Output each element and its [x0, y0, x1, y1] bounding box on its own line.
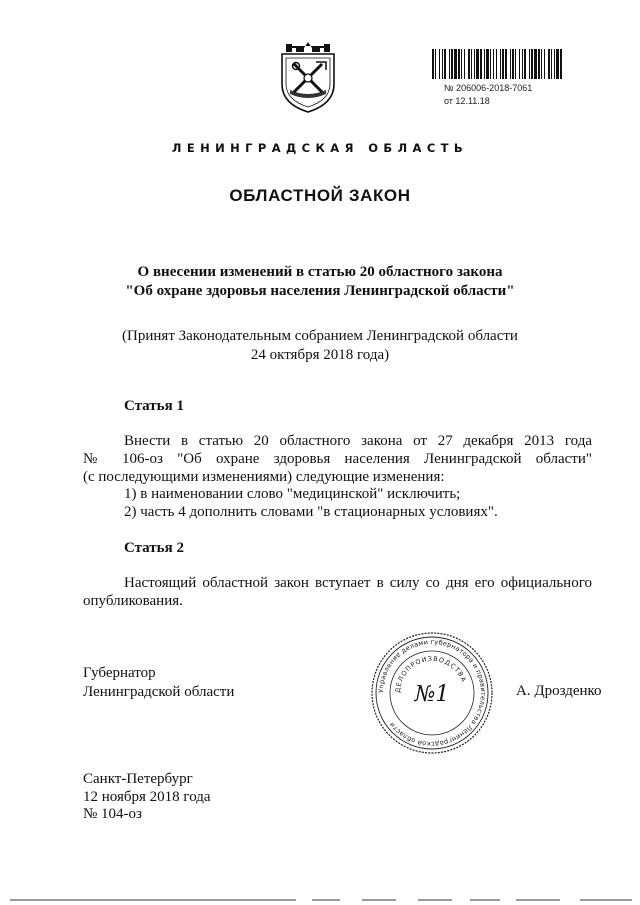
barcode-bar: [529, 49, 530, 79]
barcode: [432, 49, 562, 79]
barcode-bar: [476, 49, 479, 79]
barcode-bar: [458, 49, 460, 79]
barcode-bar: [548, 49, 550, 79]
signatory-title-line: Губернатор: [83, 665, 156, 681]
barcode-bar: [449, 49, 450, 79]
region-name: ЛЕНИНГРАДСКАЯ ОБЛАСТЬ: [171, 141, 469, 155]
adoption-note: [0, 327, 640, 365]
barcode-bar: [538, 49, 540, 79]
barcode-bar: [474, 49, 475, 79]
barcode-bar: [454, 49, 457, 79]
seal-ring-text: Управление делами губернатора и правительства Ленинградской области: [376, 637, 488, 749]
adoption-line: (Принят Законодательным собранием Ленинградской области: [122, 328, 518, 344]
signatory-title: [83, 664, 234, 702]
barcode-bar: [551, 49, 552, 79]
place-city: Санкт-Петербург: [83, 771, 193, 787]
barcode-bar: [439, 49, 440, 79]
article-1-item: 1) в наименовании слово "медицинской" исключить;: [124, 486, 461, 502]
article-1-text-line: № 106-оз "Об охране здоровья населения Ленинградской области": [83, 451, 592, 467]
barcode-bar: [432, 49, 434, 79]
seal-number: №1: [414, 682, 450, 707]
barcode-bar: [519, 49, 520, 79]
barcode-bar: [502, 49, 504, 79]
law-title: [0, 263, 640, 301]
law-number: № 104-оз: [83, 806, 142, 822]
seal-inner-text: ДЕЛОПРОИЗВОДСТВА: [393, 654, 469, 694]
barcode-bar: [496, 49, 497, 79]
barcode-bar: [560, 49, 562, 79]
barcode-bar: [556, 49, 559, 79]
barcode-bar: [484, 49, 485, 79]
barcode-bar: [480, 49, 482, 79]
place-and-date-block: [83, 771, 211, 824]
adoption-line: 24 октября 2018 года): [250, 347, 390, 363]
registration-date: от 12.11.18: [444, 96, 490, 106]
official-seal: [370, 631, 494, 755]
article-2-heading: Статья 2: [124, 540, 184, 556]
barcode-bar: [505, 49, 507, 79]
barcode-bar: [464, 49, 465, 79]
law-type: ОБЛАСТНОЙ ЗАКОН: [229, 186, 411, 205]
barcode-bar: [444, 49, 446, 79]
barcode-bar: [461, 49, 462, 79]
article-1-text-line: (с последующими изменениями) следующие изменения:: [83, 469, 445, 485]
barcode-bar: [512, 49, 514, 79]
barcode-bar: [493, 49, 494, 79]
page-footer-lines: [0, 895, 640, 905]
article-1-item: 2) часть 4 дополнить словами "в стационарных условиях".: [124, 504, 498, 520]
registration-number: № 206006-2018-7061: [444, 83, 533, 93]
signatory-title-line: Ленинградской области: [83, 684, 235, 700]
barcode-bar: [541, 49, 542, 79]
barcode-bar: [486, 49, 489, 79]
barcode-bar: [515, 49, 516, 79]
barcode-bar: [435, 49, 436, 79]
barcode-bar: [534, 49, 537, 79]
barcode-bar: [468, 49, 470, 79]
barcode-bar: [451, 49, 453, 79]
coat-of-arms-icon: [276, 40, 340, 114]
law-title-line: "Об охране здоровья населения Ленинградской области": [125, 283, 515, 299]
barcode-bar: [544, 49, 545, 79]
article-1-text-line: Внести в статью 20 областного закона от 27 декабря 2013 года: [124, 433, 592, 449]
law-title-line: О внесении изменений в статью 20 областного закона: [137, 264, 503, 280]
article-2-text-line: опубликования.: [83, 593, 183, 609]
barcode-bar: [442, 49, 443, 79]
barcode-bar: [471, 49, 472, 79]
barcode-bar: [500, 49, 501, 79]
barcode-bar: [510, 49, 511, 79]
signing-date: 12 ноября 2018 года: [83, 788, 211, 805]
barcode-bar: [531, 49, 533, 79]
article-2-text-line: Настоящий областной закон вступает в силу со дня его официального: [124, 575, 592, 591]
article-1-heading: Статья 1: [124, 398, 184, 414]
barcode-bar: [554, 49, 555, 79]
barcode-bar: [522, 49, 523, 79]
barcode-bar: [524, 49, 526, 79]
signatory-name: А. Дрозденко: [516, 683, 602, 699]
barcode-bar: [490, 49, 491, 79]
